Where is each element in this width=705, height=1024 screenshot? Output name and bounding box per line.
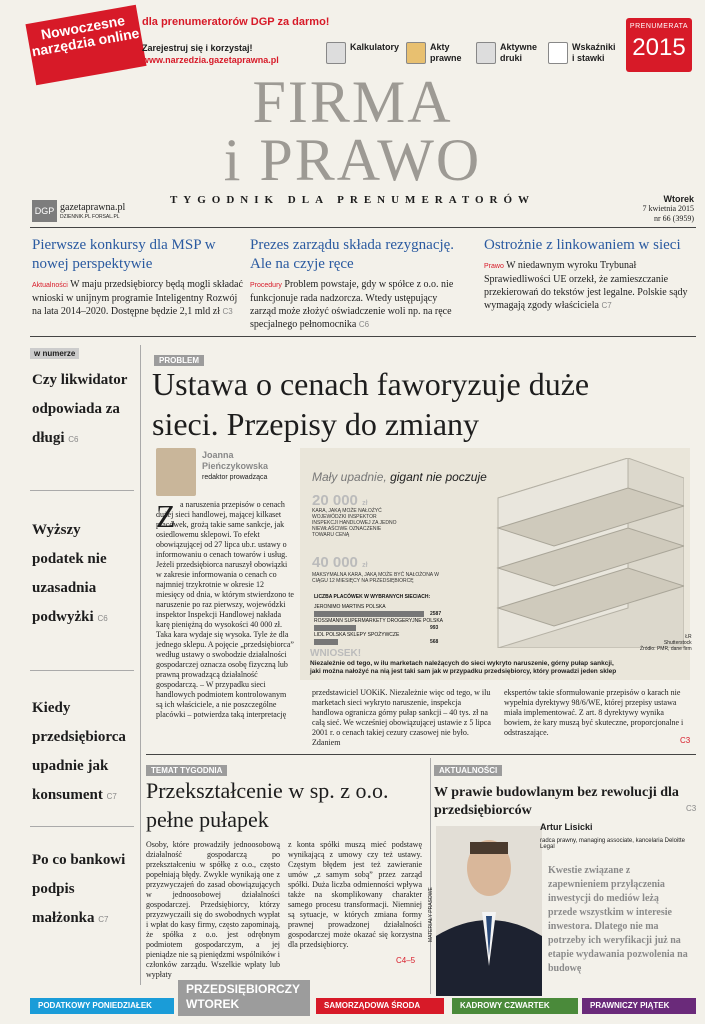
page-ref: C6	[97, 614, 108, 623]
scales-icon	[406, 42, 426, 64]
stat2-value: 40 000 zł	[312, 554, 368, 571]
section-tag: AKTUALNOŚCI	[434, 765, 502, 776]
promo-headline: dla prenumeratorów DGP za darmo!	[142, 16, 330, 28]
article2-tag-wrap	[146, 758, 227, 777]
prenumerata-badge[interactable]	[626, 18, 692, 72]
article2-col2: z konta spółki muszą mieć podstawę wynikającą z umowy czy też ustawy. Częstym błędem jest też zawieranie umów „z samym sobą” przez zarząd spółki. Duża liczba odmienności wpływa także na skomplikowany charakter samego procesu transformacji. Niemniej są sytuacje, w których zmiana formy prawnej prowadzonej działalności gospodarczej może okazać się korzystna dla przedsiębiorcy.	[288, 840, 422, 949]
page-ref: C3	[686, 804, 697, 813]
teaser-body: W niedawnym wyroku Trybunał Sprawiedliwości UE orzekł, że zamieszczanie przekierowań do tekstów jest legalne. Polskie sądy wymagają zgody właściciela	[484, 260, 688, 311]
tool-label: Akty prawne	[430, 42, 462, 63]
credit-author: ŁR	[685, 634, 692, 640]
divider	[30, 336, 696, 337]
footer-tab-sroda[interactable]: SAMORZĄDOWA ŚRODA	[316, 998, 444, 1014]
main-col2: przedstawiciel UOKiK. Niezależnie więc od tego, w ilu marketach sieci wykryto naruszenie, inspekcja handlowa ogranicza górny pułap sankcji – 40 tys. zł na całą sieć. We wcześniej obowiązującej ustawie z 5 lipca 2001 r. o cenach takiej cezury czasowej nie było. Zdaniem	[312, 688, 491, 747]
chart-title: LICZBA PLACÓWEK W WYBRANYCH SIECIACH:	[314, 594, 431, 600]
sidebar-item-text: Po co bankowi podpis małżonka	[32, 852, 126, 926]
page-ref: C6	[358, 320, 370, 329]
teaser-category: Aktualności	[32, 282, 68, 289]
tool-druki[interactable]	[476, 42, 542, 64]
pull-quote: Kwestie związane z zapewnieniem przyłączenia inwestycji do mediów leżą przede wszystkim w interesie inwestora. Dlatego nie ma potrzeby ich weryfikacji już na etapie wydawania pozwolenia na budowę	[548, 865, 688, 974]
tool-kalkulatory[interactable]	[326, 42, 400, 64]
conclusion-text: Niezależnie od tego, w ilu marketach należących do sieci wykryto naruszenie, górny pułap sankcji, jaki można nałożyć na nią jest taki sam jak w przypadku przedsiębiorcy, który prowadzi jeden sklep	[310, 660, 617, 675]
divider	[146, 754, 696, 755]
masthead-line1: FIRMA	[252, 69, 453, 135]
author-role: redaktor prowadząca	[202, 474, 268, 481]
teaser-text	[250, 278, 462, 331]
teaser-text	[32, 278, 244, 318]
teaser-title: Ostrożnie z linkowaniem w sieci	[484, 237, 681, 253]
teaser-title: Pierwsze konkursy dla MSP w nowej perspektywie	[32, 237, 216, 272]
in-issue-label: w numerze	[30, 348, 79, 359]
bar-value: 2587	[430, 611, 442, 617]
main-col3: ekspertów takie sformułowanie przepisów o karach nie wypełnia dyrektywy 98/6/WE, której przepisy ustawa miała implementować. Z art. 8 dyrektywy wynika bowiem, że kary muszą być skuteczne, proporcjonalne i odstraszające.	[504, 688, 684, 737]
stat1-text: KARA, JAKĄ MOŻE NAŁOŻYĆ WOJEWÓDZKI INSPEKTOR INSPEKCJI HANDLOWEJ ZA JEDNO NIEWŁAŚCIWE OZNACZENIE TOWARU CENĄ	[312, 508, 397, 538]
tool-label: Kalkulatory	[350, 42, 400, 52]
infographic-title	[312, 470, 487, 484]
author-name: Joanna Pieńczykowska	[202, 450, 269, 471]
bar-label: JERONIMO MARTINS POLSKA	[314, 604, 386, 610]
bar	[314, 611, 424, 617]
promo-badge[interactable]: Nowoczesne narzędzia online	[25, 5, 146, 86]
page-ref: C4–5	[396, 956, 416, 965]
promo-url[interactable]: www.narzedzia.gazetaprawna.pl	[142, 55, 279, 65]
divider	[30, 670, 134, 671]
infographic	[300, 448, 690, 680]
teaser-body: Problem powstaje, gdy w spółce z o.o. nie funkcjonuje rada nadzorcza. Wtedy ustępujący zarząd może złożyć oświadczenie woli np. na ręce specjalnego pełnomocnika	[250, 279, 454, 330]
divider	[30, 826, 134, 827]
section-tag: PROBLEM	[154, 355, 204, 366]
person-role: radca prawny, managing associate, kancelaria Deloitte Legal	[540, 838, 685, 850]
footer-tab-czwartek[interactable]: KADROWY CZWARTEK	[452, 998, 578, 1014]
stat2-text: MAKSYMALNA KARA, JAKĄ MOŻE BYĆ NAŁOŻONA W CIĄGU 12 MIESIĘCY NA PRZEDSIĘBIORCĘ	[312, 572, 439, 584]
site-links: DZIENNIK.PL FORSAL.PL	[60, 214, 120, 220]
teaser-msp[interactable]	[32, 236, 244, 318]
prenumerata-label: PRENUMERATA	[629, 23, 689, 30]
column-divider	[430, 758, 431, 994]
calculator-icon	[326, 42, 346, 64]
person-photo	[436, 826, 542, 996]
divider	[30, 227, 696, 228]
chart-icon	[548, 42, 568, 64]
sidebar-item-text: Czy likwidator odpowiada za długi	[32, 372, 128, 446]
portrait-illustration	[436, 826, 542, 996]
sidebar-item-text: Kiedy przedsiębiorca upadnie jak konsument	[32, 700, 126, 803]
credit-photo: Shutterstock	[663, 640, 692, 646]
bar	[314, 639, 338, 645]
main-col1: a naruszenia przepisów o cenach dużej sieci handlowej, mającej kilkaset placówek, grożą takie same sankcje, jak osiedlowemu sklepowi. To efekt obowiązującej od 27 lipca ub.r. ustawy o informowaniu o cenach towarów i usług. Jeżeli przedsiębiorca naruszył obowiązki w zakresie informowania o cenach co najmniej trzykrotnie w okresie 12 miesięcy od dnia, w którym stwierdzono te naruszenie po raz pierwszy, wojewódzki inspektor Inspekcji Handlowej nakłada karę pieniężną do wysokości 40 000 zł. Taka kara wydaje się wysoka. Tyle że dla jednego sklepu. A pojęcie „przedsiębiorca” według ustawy o swobodzie działalności gospodarczej oznacza osobę fizyczną lub prawną prowadzącą działalność gospodarczą. – W przypadku sieci handlowych podmiotem kontrolowanym są ich właściciele, a nie poszczególne placówki – potwierdza taką interpretację	[156, 500, 294, 719]
footer-tab-wtorek[interactable]: PRZEDSIĘBIORCZY WTOREK	[178, 980, 310, 1016]
infographic-title-a: Mały upadnie,	[312, 470, 387, 484]
masthead-tagline: TYGODNIK DLA PRENUMERATORÓW	[169, 194, 536, 206]
teaser-title: Prezes zarządu składa rezygnację. Ale na czyje ręce	[250, 237, 455, 272]
issue-number: nr 66 (3959)	[654, 214, 694, 223]
teaser-text	[484, 259, 696, 312]
article2-headline[interactable]: Przekształcenie w sp. z o.o. pełne pułapek	[146, 778, 389, 832]
drop-cap: Z	[156, 498, 176, 534]
bar	[314, 625, 356, 631]
column-divider	[140, 345, 141, 985]
issue-day: Wtorek	[663, 194, 694, 204]
teaser-prezes[interactable]	[250, 236, 462, 331]
sidebar-item-text: Wyższy podatek nie uzasadnia podwyżki	[32, 522, 107, 625]
issue-date: 7 kwietnia 2015	[642, 204, 694, 213]
infographic-title-b: gigant nie poczuje	[390, 470, 487, 484]
bar-label: LIDL POLSKA SKLEPY SPOŻYWCZE	[314, 632, 400, 638]
tool-label: Aktywne druki	[500, 42, 538, 63]
credit-source: Źródło: PMR, dane firm	[640, 646, 692, 652]
page-ref: C7	[601, 301, 612, 310]
page-ref: C3	[680, 736, 691, 745]
section-tag: TEMAT TYGODNIA	[146, 765, 227, 776]
article3-headline[interactable]: W prawie budowlanym bez rewolucji dla przedsiębiorców	[434, 785, 679, 818]
footer-tab-piatek[interactable]: PRAWNICZY PIĄTEK	[582, 998, 696, 1014]
photo-credit: MATERIAŁY PRASOWE	[428, 887, 434, 942]
author-photo	[156, 448, 196, 496]
stat1-value: 20 000 zł	[312, 492, 368, 509]
page-ref: C6	[68, 435, 79, 444]
person-name: Artur Lisicki	[540, 822, 593, 832]
site-name[interactable]: gazetaprawna.pl	[60, 202, 126, 213]
teaser-linkowanie[interactable]	[484, 236, 696, 312]
article2-col1: Osoby, które prowadziły jednoosobową działalność gospodarczą po przekształceniu w spółkę z o.o., często popełniają błędy. Zwykle wynikają one z przyzwyczajeń do zasad obowiązujących w jednoosobowej działalności gospodarczej. Przedsiębiorcy, którzy przyzwyczaili się do swobodnych wypłat i wpłat do kasy firmy, często zapominają, że spółka z o.o. jest odrębnym podmiotem gospodarczym, a jej pieniądze nie są pieniędzmi wspólników i członków zarządu. Wszelkie wpłaty lub wypłaty	[146, 840, 280, 979]
main-headline[interactable]: Ustawa o cenach faworyzuje duże sieci. Przepisy do zmiany	[152, 366, 590, 442]
teaser-category: Prawo	[484, 263, 504, 270]
prenumerata-year: 2015	[632, 34, 686, 61]
document-icon	[476, 42, 496, 64]
promo-sub	[142, 42, 279, 66]
tool-label: Wskaźniki i stawki	[572, 42, 616, 63]
teaser-category: Procedury	[250, 282, 282, 289]
article3-tag-wrap	[434, 758, 502, 777]
bar-value: 568	[430, 639, 439, 645]
sidebar-item-podpis[interactable]	[32, 846, 132, 934]
dgp-logo: DGP	[32, 200, 57, 222]
footer-tab-poniedzialek[interactable]: PODATKOWY PONIEDZIAŁEK	[30, 998, 174, 1014]
sidebar-item-podatek[interactable]	[32, 516, 132, 633]
masthead-line2: i PRAWO	[223, 127, 482, 193]
tool-akty[interactable]	[406, 42, 470, 64]
bar-value: 993	[430, 625, 439, 631]
page-ref: C3	[222, 307, 233, 316]
divider	[30, 490, 134, 491]
promo-register: Zarejestruj się i korzystaj!	[142, 43, 253, 53]
bar-label: ROSSMANN SUPERMARKETY DROGERYJNE POLSKA	[314, 618, 444, 624]
page-ref: C7	[106, 792, 117, 801]
issue-info	[642, 194, 694, 224]
infographic-credit	[640, 634, 692, 652]
sidebar-item-przedsiebiorca[interactable]	[32, 694, 132, 811]
tool-wskazniki[interactable]	[548, 42, 618, 64]
conclusion-label: WNIOSEK!	[310, 648, 362, 659]
sidebar-item-likwidator[interactable]	[32, 366, 132, 454]
teaser-body: W maju przedsiębiorcy będą mogli składać wnioski w unijnym programie Inteligentny Rozwój na lata 2014–2020. Dostępne będzie 2,1 mld zł	[32, 279, 243, 317]
shelf-illustration	[488, 458, 684, 648]
page-ref: C7	[98, 915, 109, 924]
